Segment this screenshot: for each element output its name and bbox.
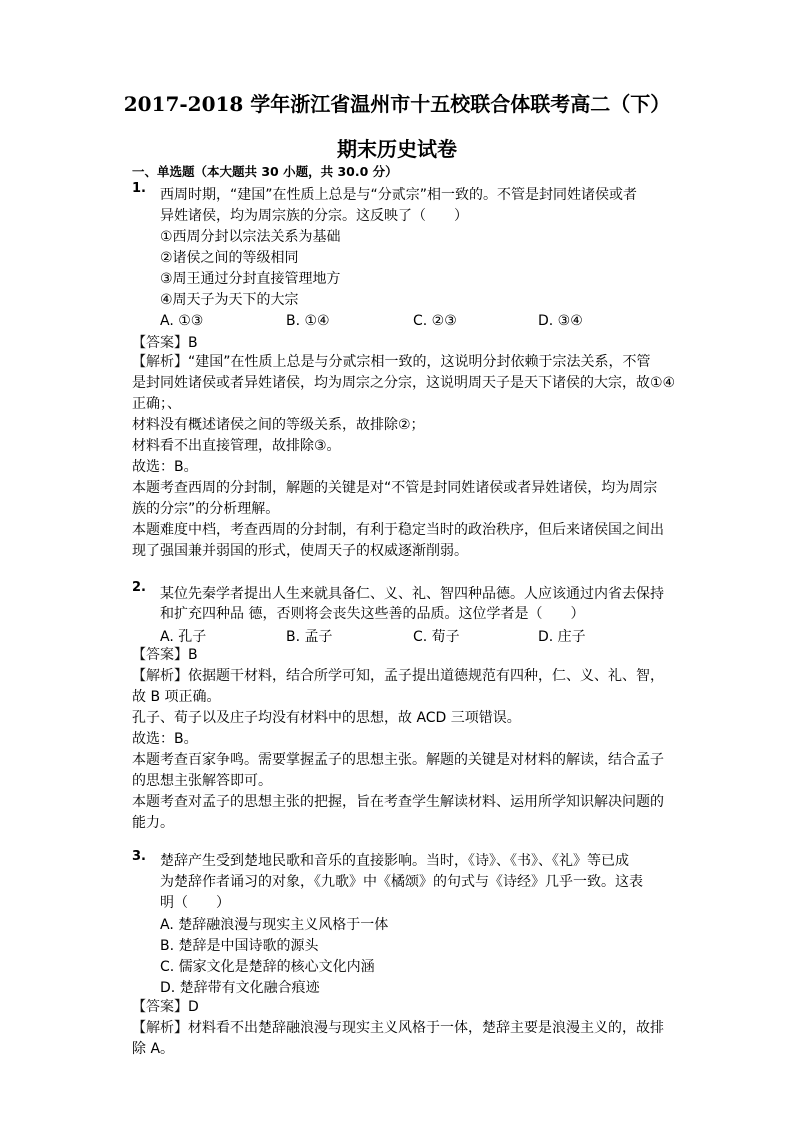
analysis-line: 现了强国兼并弱国的形式，使周天子的权威逐渐削弱。 [132, 543, 468, 559]
answer-value: B [188, 647, 198, 663]
analysis-line [132, 352, 651, 372]
analysis-line: 本题难度中档，考查西周的分封制，有利于稳定当时的政治秩序，但后来诸侯国之间出 [132, 522, 664, 538]
answer-line [132, 997, 199, 1017]
option-c: C. 儒家文化是楚辞的核心文化内涵 [160, 959, 375, 975]
analysis-line [132, 666, 664, 686]
analysis-line: 是封同姓诸侯或者异姓诸侯，均为周宗之分宗，这说明周天子是天下诸侯的大宗，故①④ [132, 375, 676, 391]
analysis-line: 故选：B。 [132, 459, 198, 475]
question-stem-line: 某位先秦学者提出人生来就具备仁、义、礼、智四种品德。人应该通过内省去保持 [160, 586, 664, 602]
analysis-line [132, 1018, 664, 1038]
answer-value: B [188, 335, 198, 351]
question-number: 1. [132, 181, 146, 196]
analysis-tag: 【解析】 [132, 354, 188, 370]
analysis-text: “建国”在性质上总是与分贰宗相一致的，这说明分封依赖于宗法关系，不管 [188, 354, 651, 370]
analysis-line: 孔子、荀子以及庄子均没有材料中的思想，故 ACD 三项错误。 [132, 710, 521, 726]
analysis-line: 材料看不出直接管理，故排除③。 [132, 438, 341, 454]
option-b: B. ①④ [286, 313, 330, 329]
analysis-line: 能力。 [132, 815, 174, 831]
answer-tag: 【答案】 [132, 999, 188, 1015]
question-stem-line: 明（ ） [160, 895, 230, 911]
analysis-line: 本题考查对孟子的思想主张的把握，旨在考查学生解读材料、运用所学知识解决问题的 [132, 794, 664, 810]
analysis-line: 本题考查西周的分封制，解题的关键是对“不管是封同姓诸侯或者异姓诸侯，均为周宗 [132, 480, 658, 496]
option-d: D. 庄子 [538, 629, 586, 645]
analysis-text: 材料看不出楚辞融浪漫与现实主义风格于一体，楚辞主要是浪漫主义的，故排 [188, 1020, 664, 1036]
option-d: D. ③④ [538, 313, 583, 329]
analysis-tag: 【解析】 [132, 668, 188, 684]
answer-tag: 【答案】 [132, 647, 188, 663]
document-title-line2: 期末历史试卷 [337, 137, 457, 161]
option-a: A. ①③ [160, 313, 204, 329]
document-title-line1: 2017-2018 学年浙江省温州市十五校联合体联考高二（下） [123, 92, 671, 116]
analysis-text: 依据题干材料，结合所学可知，孟子提出道德规范有四种，仁、义、礼、智， [188, 668, 664, 684]
statement-item: ②诸侯之间的等级相同 [160, 250, 299, 266]
option-c: C. 荀子 [413, 629, 460, 645]
question-stem-line: 西周时期，“建国”在性质上总是与“分贰宗”相一致的。不管是封同姓诸侯或者 [160, 187, 638, 203]
analysis-line: 故 B 项正确。 [132, 689, 221, 705]
question-stem-line: 和扩充四种品 德，否则将会丧失这些善的品质。这位学者是（ ） [160, 606, 585, 622]
analysis-line: 故选：B。 [132, 731, 198, 747]
option-a: A. 楚辞融浪漫与现实主义风格于一体 [160, 917, 389, 933]
question-stem-line: 异姓诸侯，均为周宗族的分宗。这反映了（ ） [160, 208, 468, 224]
option-b: B. 楚辞是中国诗歌的源头 [160, 938, 319, 954]
statement-item: ③周王通过分封直接管理地方 [160, 271, 341, 287]
question-number: 3. [132, 849, 146, 864]
analysis-line: 正确；、 [132, 396, 181, 412]
analysis-line: 材料没有概述诸侯之间的等级关系，故排除②； [132, 417, 425, 433]
answer-tag: 【答案】 [132, 335, 188, 351]
question-stem-line: 为楚辞作者诵习的对象，《九歌》中《橘颂》的句式与《诗经》几乎一致。这表 [160, 874, 643, 890]
option-a: A. 孔子 [160, 629, 207, 645]
answer-value: D [188, 999, 199, 1015]
option-c: C. ②③ [413, 313, 457, 329]
statement-item: ④周天子为天下的大宗 [160, 292, 299, 308]
analysis-line: 的思想主张解答即可。 [132, 773, 272, 789]
analysis-tag: 【解析】 [132, 1020, 188, 1036]
option-b: B. 孟子 [286, 629, 333, 645]
analysis-line: 族的分宗”的分析理解。 [132, 501, 280, 517]
option-d: D. 楚辞带有文化融合痕迹 [160, 980, 320, 996]
answer-line [132, 333, 198, 353]
analysis-line: 除 A。 [132, 1041, 175, 1057]
question-number: 2. [132, 580, 146, 595]
section-header: 一、单选题（本大题共 30 小题，共 30.0 分） [132, 164, 398, 179]
answer-line [132, 645, 198, 665]
statement-item: ①西周分封以宗法关系为基础 [160, 229, 341, 245]
analysis-line: 本题考查百家争鸣。需要掌握孟子的思想主张。解题的关键是对材料的解读，结合孟子 [132, 752, 664, 768]
question-stem-line: 楚辞产生受到楚地民歌和音乐的直接影响。当时，《诗》、《书》、《礼》等已成 [160, 853, 629, 869]
